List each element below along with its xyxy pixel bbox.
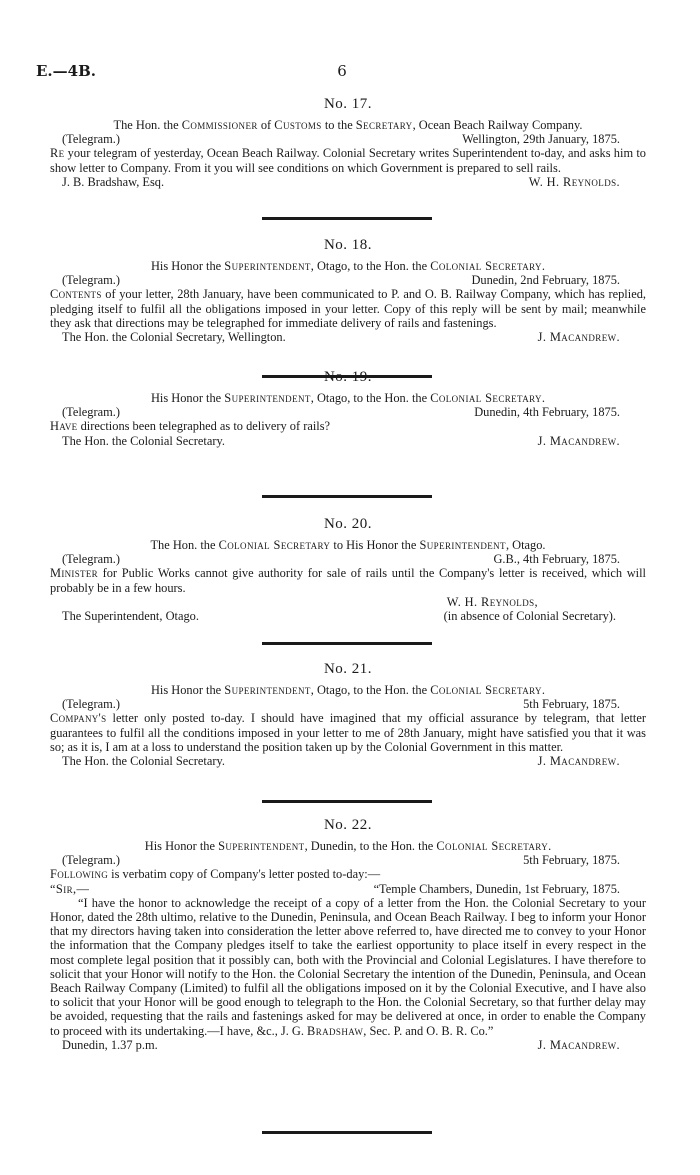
document-heading: His Honor the Superintendent, Dunedin, to the Hon. the Colonial Secretary. [144, 839, 552, 853]
dateline [50, 853, 646, 867]
telegram-label: (Telegram.) [62, 697, 120, 712]
document-number: No. 21. [323, 661, 373, 677]
document-number: No. 22. [323, 817, 373, 833]
document-heading: His Honor the Superintendent, Otago, to the Hon. the Colonial Secretary. [150, 391, 546, 405]
document-heading: The Hon. the Commissioner of Customs to the Secretary, Ocean Beach Railway Company. [113, 118, 583, 132]
telegram-label: (Telegram.) [62, 132, 120, 147]
telegram-label: (Telegram.) [62, 552, 120, 567]
signature: J. Macandrew. [537, 433, 620, 448]
place-date: Dunedin, 2nd February, 1875. [471, 273, 620, 288]
document-number: No. 20. [323, 516, 373, 532]
dateline [50, 697, 646, 711]
document-body: Contents of your letter, 28th January, have been communicated to P. and O. B. Railway Company, which has replied, pledging itself to fulfil all the obligations imposed in your letter. Copy of this reply will be sent by mail; meanwhile they ask that directions may be telegraphed for immediate delivery of rails and fastenings. [50, 287, 646, 330]
signature-line [50, 595, 646, 609]
telegram-no-19 [50, 368, 646, 448]
document-body: Have directions been telegraphed as to delivery of rails? [50, 419, 331, 434]
addressee: The Hon. the Colonial Secretary. [62, 754, 225, 769]
place-date: 5th February, 1875. [523, 697, 620, 712]
signature: J. Macandrew. [537, 754, 620, 769]
place-date: 5th February, 1875. [523, 853, 620, 868]
dateline [50, 405, 646, 419]
section-divider [262, 1131, 432, 1134]
document-heading: His Honor the Superintendent, Otago, to the Hon. the Colonial Secretary. [150, 683, 546, 697]
closing-line [50, 609, 646, 623]
telegram-no-21 [50, 660, 646, 768]
addressee: The Hon. the Colonial Secretary, Wellington. [62, 330, 286, 345]
telegram-no-18 [50, 236, 646, 344]
document-heading: The Hon. the Colonial Secretary to His Honor the Superintendent, Otago. [150, 538, 546, 552]
dateline [50, 552, 646, 566]
closing-line [50, 175, 646, 189]
document-heading: His Honor the Superintendent, Otago, to the Hon. the Colonial Secretary. [150, 259, 546, 273]
signature-note: (in absence of Colonial Secretary). [443, 609, 616, 624]
document-number: No. 19. [323, 369, 373, 385]
signature: J. Macandrew. [537, 1037, 620, 1052]
addressee: The Superintendent, Otago. [62, 609, 199, 624]
dateline [50, 132, 646, 146]
section-divider [262, 217, 432, 220]
document-body: Minister for Public Works cannot give authority for sale of rails until the Company's letter is received, which will probably be in a few hours. [50, 566, 646, 595]
signature: W. H. Reynolds. [528, 174, 620, 189]
closing-line [50, 1038, 646, 1052]
closing-line [50, 754, 646, 768]
telegram-label: (Telegram.) [62, 273, 120, 288]
document-number: No. 17. [323, 96, 373, 112]
section-divider [262, 495, 432, 498]
addressee: J. B. Bradshaw, Esq. [62, 174, 165, 189]
page-number: 6 [337, 62, 347, 80]
telegram-no-17 [50, 95, 646, 189]
place-date: G.B., 4th February, 1875. [493, 552, 620, 567]
document-body: Re your telegram of yesterday, Ocean Beach Railway. Colonial Secretary writes Superintendent to-day, and asks him to show letter to Company. From it you will see conditions on which Government is prepared to sell rails. [50, 146, 646, 175]
addressee: Dunedin, 1.37 p.m. [62, 1037, 158, 1052]
document-reference: E.—4B. [36, 62, 96, 80]
page-header [36, 62, 648, 80]
document-body: Following is verbatim copy of Company's letter posted to-day:— [50, 867, 381, 882]
telegram-no-20 [50, 515, 646, 623]
document-number: No. 18. [323, 237, 373, 253]
section-divider [262, 800, 432, 803]
dateline [50, 273, 646, 287]
closing-line [50, 330, 646, 344]
salutation: “Sir,— [50, 881, 90, 896]
letter-header [50, 882, 646, 896]
addressee: The Hon. the Colonial Secretary. [62, 433, 225, 448]
signature: W. H. Reynolds, [446, 594, 538, 609]
section-divider [262, 642, 432, 645]
letter-place-date: “Temple Chambers, Dunedin, 1st February, 1875. [373, 881, 620, 896]
place-date: Wellington, 29th January, 1875. [462, 132, 620, 147]
telegram-label: (Telegram.) [62, 405, 120, 420]
place-date: Dunedin, 4th February, 1875. [474, 405, 620, 420]
telegram-label: (Telegram.) [62, 853, 120, 868]
quoted-letter: “I have the honor to acknowledge the receipt of a copy of a letter from the Hon. the Colonial Secretary to your Honor, dated the 28th ultimo, relative to the Dunedin, Peninsula, and Ocean Beach Railway. I beg to inform your Honor that my directors having taken into consideration the letter above referred to, have directed me to convey to your Honor the information that the Company pledges itself to take the earliest opportunity to place itself in every respect in the most complete legal position that it possibly can, both with the Provincial and Colonial Legislatures. I have therefore to solicit that your Honor will notify to the Hon. the Colonial Secretary the intention of the Dunedin, Peninsula, and Ocean Beach Railway Company (Limited) to fulfil all the obligations imposed on it by the Colonial Executive, and I have also to solicit that your Honor will be good enough to telegraph to the Hon. the Colonial Secretary, so that further delay may be avoided, requesting that the rails and fastenings asked for may be delivered at once, in order to enable the Company to proceed with its undertaking.—I have, &c., J. G. Bradshaw, Sec. P. and O. B. R. Co.” [50, 895, 647, 1038]
closing-line [50, 434, 646, 448]
signature: J. Macandrew. [537, 330, 620, 345]
telegram-no-22 [50, 816, 646, 1052]
document-body: Company's letter only posted to-day. I should have imagined that my official assurance by telegram, that letter guarantees to fulfil all the conditions imposed in your letter to me of 28th January, might have satisfied you that it was so; as it is, I am at a loss to understand the position taken up by the Colonial Government in this matter. [50, 711, 646, 754]
